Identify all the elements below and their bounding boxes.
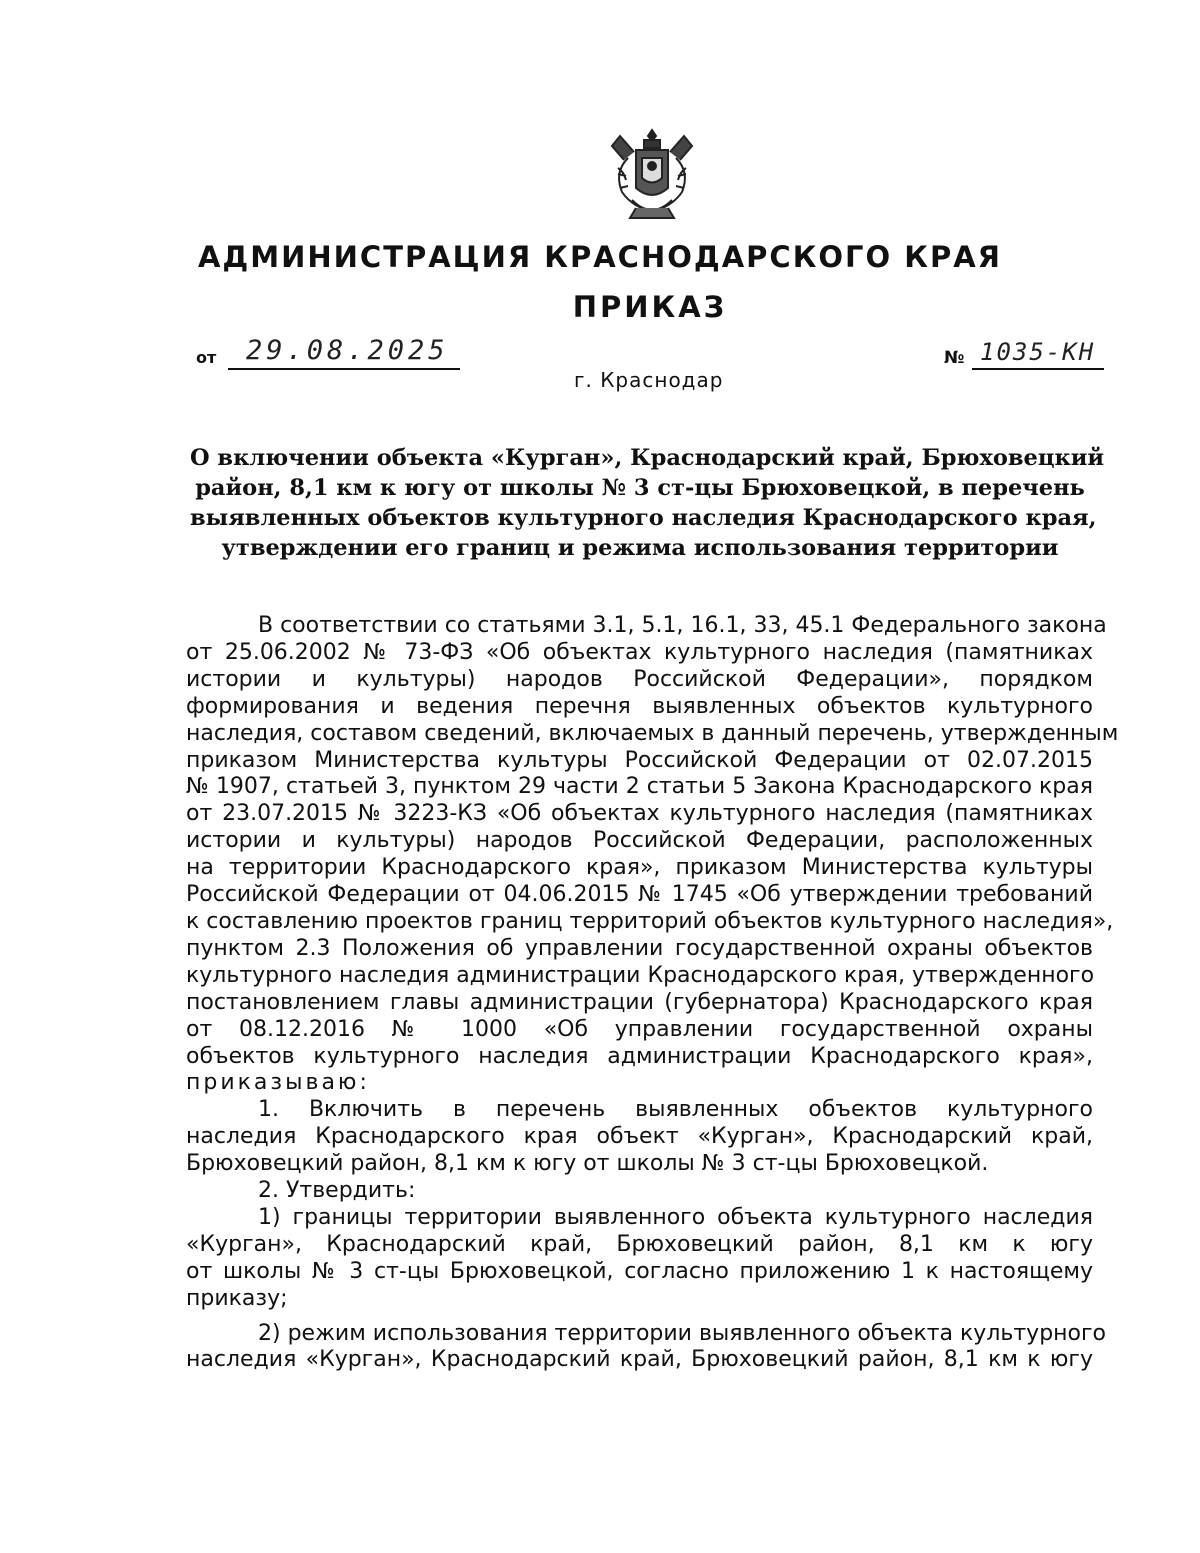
item-line: «Курган», Краснодарский край, Брюховецкий район, 8,1 км к югу <box>186 1231 1093 1257</box>
body-line: от 08.12.2016 № 1000 «Об управлении государственной охраны <box>186 1016 1093 1042</box>
order-body <box>186 613 1119 1374</box>
krasnodar-coat-of-arms-emblem <box>606 128 698 224</box>
handwritten-number: 1035-КН <box>972 336 1104 370</box>
body-line: культурного наследия администрации Краснодарского края, утвержденного <box>186 962 1095 988</box>
item-line: Брюховецкий район, 8,1 км к югу от школы № 3 ст-цы Брюховецкой. <box>186 1151 989 1177</box>
item-line: 2. Утвердить: <box>258 1178 416 1204</box>
subject-line: О включении объекта «Курган», Краснодарский край, Брюховецкий <box>190 445 1105 471</box>
item-line: приказу; <box>186 1285 288 1311</box>
item-line: 2) режим использования территории выявленного объекта культурного <box>258 1320 1107 1346</box>
body-line: приказом Министерства культуры Российской Федерации от 02.07.2015 <box>186 747 1093 773</box>
date-label: от <box>196 348 217 367</box>
item-line: наследия «Курган», Краснодарский край, Брюховецкий район, 8,1 км к югу <box>186 1347 1093 1373</box>
body-line: от 25.06.2002 № 73-ФЗ «Об объектах культурного наследия (памятниках <box>186 639 1093 665</box>
body-line: объектов культурного наследия администрации Краснодарского края», <box>186 1043 1093 1069</box>
subject-line: выявленных объектов культурного наследия Краснодарского края, <box>190 505 1097 531</box>
order-word: приказываю: <box>186 1070 370 1096</box>
subject-line: утверждении его границ и режима использования территории <box>221 535 1059 561</box>
item-line: 1. Включить в перечень выявленных объектов культурного <box>258 1097 1093 1123</box>
item-line: наследия Краснодарского края объект «Курган», Краснодарский край, <box>186 1124 1093 1150</box>
number-label: № <box>944 348 965 368</box>
body-line: наследия, составом сведений, включаемых в данный перечень, утвержденным <box>186 720 1119 746</box>
body-line: от 23.07.2015 № 3223-КЗ «Об объектах культурного наследия (памятниках <box>186 801 1093 827</box>
body-line: Российской Федерации от 04.06.2015 № 1745 «Об утверждении требований <box>186 882 1093 908</box>
body-line: В соответствии со статьями 3.1, 5.1, 16.1, 33, 45.1 Федерального закона <box>258 613 1107 638</box>
body-line: истории и культуры) народов Российской Федерации, расположенных <box>186 828 1093 854</box>
subject-line: район, 8,1 км к югу от школы № 3 ст-цы Брюховецкой, в перечень <box>195 475 1085 501</box>
order-subject <box>190 443 1105 563</box>
item-line: от школы № 3 ст-цы Брюховецкой, согласно приложению 1 к настоящему <box>186 1258 1093 1284</box>
body-line: истории и культуры) народов Российской Федерации», порядком <box>186 666 1093 692</box>
body-line: пунктом 2.3 Положения об управлении государственной охраны объектов <box>186 935 1093 961</box>
city-label: г. Краснодар <box>574 368 724 392</box>
handwritten-date: 29.08.2025 <box>228 334 460 370</box>
item-line: 1) границы территории выявленного объекта культурного наследия <box>258 1204 1093 1230</box>
body-line: к составлению проектов границ территорий объектов культурного наследия», <box>186 908 1114 934</box>
document-type-title: ПРИКАЗ <box>572 290 728 324</box>
body-line: формирования и ведения перечня выявленных объектов культурного <box>186 693 1093 719</box>
body-line: постановлением главы администрации (губернатора) Краснодарского края <box>186 989 1093 1015</box>
organization-title: АДМИНИСТРАЦИЯ КРАСНОДАРСКОГО КРАЯ <box>197 240 1003 274</box>
body-line: на территории Краснодарского края», приказом Министерства культуры <box>186 855 1093 881</box>
body-line: № 1907, статьей 3, пунктом 29 части 2 статьи 5 Закона Краснодарского края <box>186 774 1093 800</box>
